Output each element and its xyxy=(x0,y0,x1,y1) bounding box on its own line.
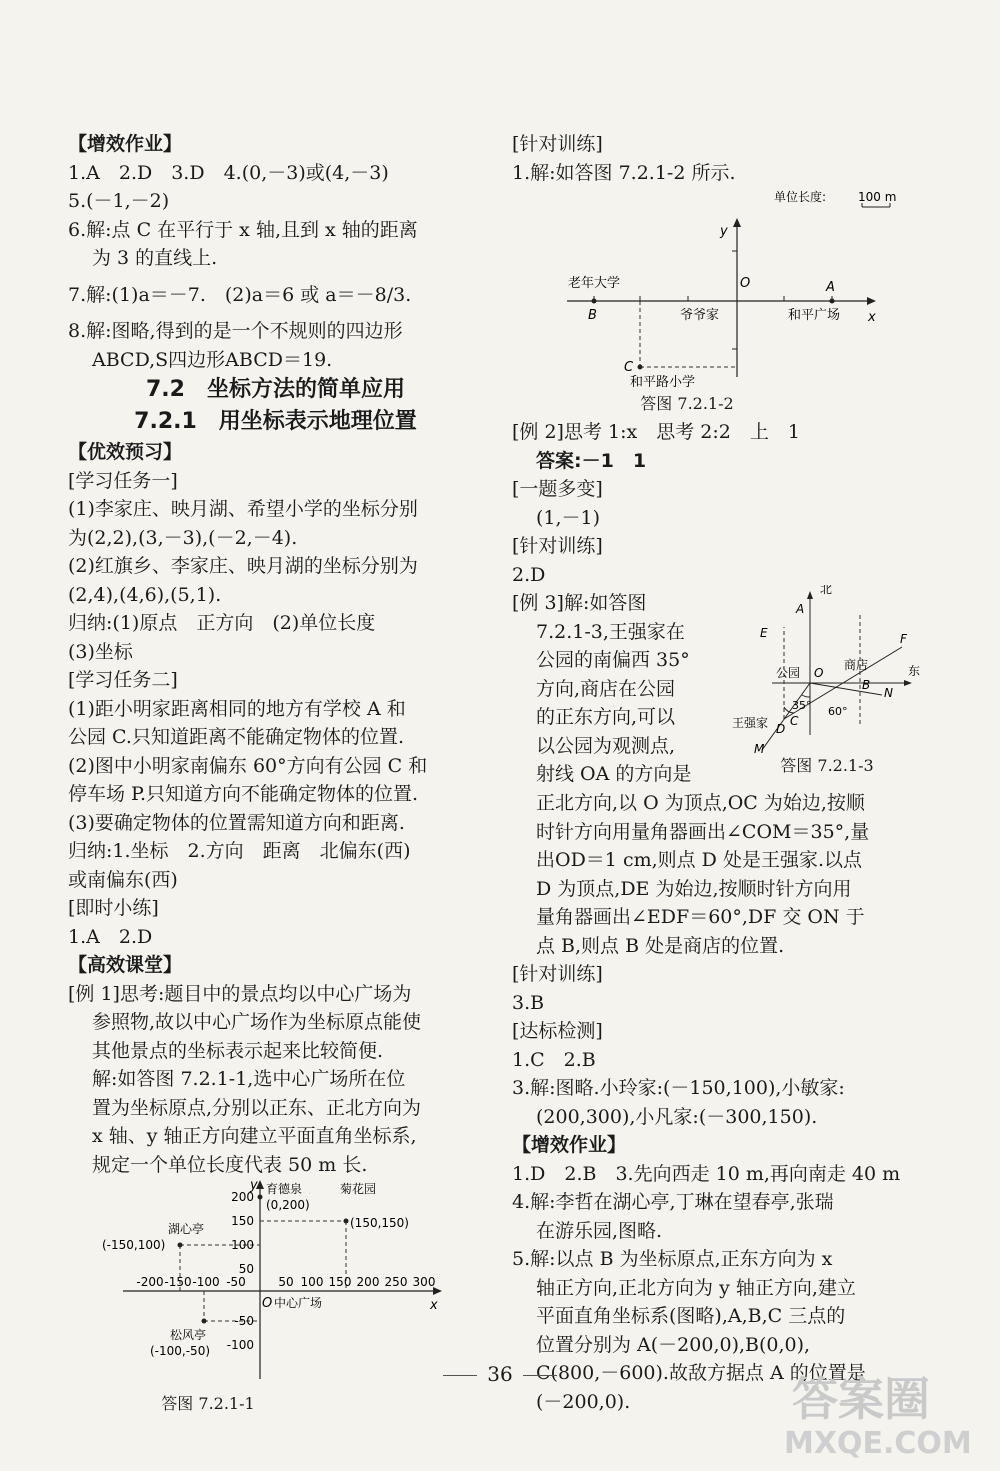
y-tick: 150 xyxy=(231,1214,254,1228)
text-line: 3.B xyxy=(512,991,545,1014)
label-north: 北 xyxy=(820,585,833,596)
text-line: 参照物,故以中心广场作为坐标原点能使 xyxy=(92,1011,422,1033)
text-line: 1.D 2.B 3.先向西走 10 m,再向南走 40 m xyxy=(512,1162,901,1185)
text-line: 停车场 P.只知道方向不能确定物体的位置. xyxy=(68,783,419,805)
text-line: 以公园为观测点, xyxy=(536,734,676,757)
text-line: 平面直角坐标系(图略),A,B,C 三点的 xyxy=(536,1305,846,1327)
text-line: 在游乐园,图略. xyxy=(536,1219,663,1242)
text-line: [达标检测] xyxy=(512,1020,603,1042)
text-line: 1.C 2.B xyxy=(512,1048,596,1071)
text-line: 方向,商店在公园 xyxy=(536,677,676,700)
text-line: [学习任务二] xyxy=(68,669,178,691)
label-yeye-jia: 爷爷家 xyxy=(680,308,720,323)
text-line: 1.A 2.D xyxy=(68,925,153,948)
answer-line: 为 3 的直线上. xyxy=(92,247,218,269)
angle-35: 35° xyxy=(792,699,812,712)
label-N: N xyxy=(884,686,893,700)
text-line: 归纳:1.坐标 2.方向 距离 北偏东(西) xyxy=(68,840,411,862)
text-line: (1,－1) xyxy=(536,506,601,529)
unit-value: 100 m xyxy=(858,190,897,204)
x-tick: 200 xyxy=(356,1275,380,1289)
text-line: 公园的南偏西 35° xyxy=(536,649,690,671)
x-tick: 50 xyxy=(278,1275,294,1289)
example-3-text xyxy=(512,589,727,789)
text-line: [针对训练] xyxy=(512,133,603,155)
text-line: 其他景点的坐标表示起来比较简便. xyxy=(92,1039,384,1062)
dash-left xyxy=(443,1375,477,1376)
text-line: 4.解:李哲在湖心亭,丁琳在望春亭,张瑞 xyxy=(512,1191,834,1213)
text-line: [针对训练] xyxy=(512,535,603,557)
watermark-logo xyxy=(772,1353,972,1463)
label-hepinglu-xiaoxue: 和平路小学 xyxy=(630,375,696,387)
label-D: D xyxy=(776,722,786,736)
x-tick: 100 xyxy=(300,1275,324,1289)
label-O: O xyxy=(740,276,751,291)
label-B: B xyxy=(862,678,871,692)
text-line: 置为坐标原点,分别以正东、正北方向为 xyxy=(92,1096,422,1119)
y-tick: -50 xyxy=(234,1314,254,1328)
place-coord: (150,150) xyxy=(350,1216,409,1230)
y-tick: 200 xyxy=(231,1190,254,1204)
angle-60: 60° xyxy=(828,705,848,718)
heading-zengxiao-2: 【增效作业】 xyxy=(512,1134,627,1156)
figure-caption: 答图 7.2.1-1 xyxy=(161,1393,255,1413)
text-line: [例 1]思考:题目中的景点均以中心广场为 xyxy=(68,982,412,1005)
y-tick: -100 xyxy=(226,1338,254,1352)
place-coord: (-150,100) xyxy=(102,1238,166,1252)
text-line: 的正东方向,可以 xyxy=(536,706,676,728)
text-line: 1.解:如答图 7.2.1-2 所示. xyxy=(512,161,736,184)
label-C: C xyxy=(790,714,799,728)
label-heping-guangchang: 和平广场 xyxy=(788,308,841,323)
origin-label: O xyxy=(262,1296,273,1311)
place-coord: (-100,-50) xyxy=(150,1344,211,1358)
y-tick: 50 xyxy=(238,1262,254,1276)
place-name: 湖心亭 xyxy=(168,1222,205,1236)
text-line: (3)要确定物体的位置需知道方向和距离. xyxy=(68,811,405,834)
x-axis-label: x xyxy=(868,310,876,325)
x-tick: -50 xyxy=(226,1275,246,1289)
subsection-title: 7.2.1 用坐标表示地理位置 xyxy=(134,409,417,434)
text-line: x 轴、y 轴正方向建立平面直角坐标系, xyxy=(92,1125,417,1147)
text-line: (2)图中小明家南偏东 60°方向有公园 C 和 xyxy=(68,754,428,777)
text-line: 轴正方向,正北方向为 y 轴正方向,建立 xyxy=(536,1276,856,1299)
section-title: 7.2 坐标方法的简单应用 xyxy=(146,377,405,402)
x-tick: -100 xyxy=(192,1275,220,1289)
text-line: 正北方向,以 O 为顶点,OC 为始边,按顺 xyxy=(536,792,865,814)
text-line: [学习任务一] xyxy=(68,469,178,492)
place-name: 菊花园 xyxy=(340,1182,377,1196)
text-line: [针对训练] xyxy=(512,963,603,985)
answer-line: 1.A 2.D 3.D 4.(0,－3)或(4,－3) xyxy=(68,161,389,184)
text-line: (2)红旗乡、李家庄、映月湖的坐标分别为 xyxy=(68,555,418,577)
answer-line: 5.(－1,－2) xyxy=(68,190,170,212)
x-tick: -150 xyxy=(164,1275,192,1289)
x-tick: 300 xyxy=(412,1275,436,1289)
figure-7-2-1-2 xyxy=(512,187,922,418)
answer-line: 6.解:点 C 在平行于 x 轴,且到 x 轴的距离 xyxy=(68,218,418,241)
place-name: 松风亭 xyxy=(170,1328,207,1342)
coordinate-plane-figure-1 xyxy=(68,1179,448,1389)
label-A: A xyxy=(796,602,805,616)
label-park: 公园 xyxy=(776,666,801,680)
right-column xyxy=(512,130,922,1416)
label-C: C xyxy=(624,360,634,375)
text-line: D 为顶点,DE 为始边,按顺时针方向用 xyxy=(536,877,852,900)
text-line: (2,4),(4,6),(5,1). xyxy=(68,583,222,606)
text-line: 公园 C.只知道距离不能确定物体的位置. xyxy=(68,726,404,748)
figure-7-2-1-3 xyxy=(732,585,922,780)
answer-line: 8.解:图略,得到的是一个不规则的四边形 xyxy=(68,320,403,342)
y-tick: 100 xyxy=(231,1238,254,1252)
heading-zengxiao-1: 【增效作业】 xyxy=(68,133,183,155)
text-line: (1)李家庄、映月湖、希望小学的坐标分别 xyxy=(68,498,418,520)
y-axis-label: y xyxy=(720,224,728,239)
label-east: 东 xyxy=(908,664,921,678)
text-line: [例 2]思考 1:x 思考 2:2 上 1 xyxy=(512,421,800,443)
text-line: 归纳:(1)原点 正方向 (2)单位长度 xyxy=(68,612,376,634)
label-wangqiang-home: 王强家 xyxy=(732,716,769,730)
place-coord: (0,200) xyxy=(266,1198,310,1212)
y-axis-label: y xyxy=(250,1179,258,1193)
label-O: O xyxy=(814,666,824,680)
text-line: [一题多变] xyxy=(512,478,603,500)
watermark-logo-text: 答案圈 xyxy=(792,1372,930,1426)
heading-youxiao: 【优效预习】 xyxy=(68,441,183,463)
label-A: A xyxy=(826,280,835,295)
watermark-url: MXQE.COM xyxy=(784,1426,972,1461)
figure-caption: 答图 7.2.1-3 xyxy=(780,755,874,775)
x-axis-label: x xyxy=(430,1298,438,1313)
label-E: E xyxy=(760,626,768,640)
coordinate-plane-figure-2 xyxy=(512,187,912,387)
example-3-block xyxy=(512,585,922,789)
text-line: 2.D xyxy=(512,563,546,586)
place-name: 育德泉 xyxy=(266,1182,303,1196)
label-laonian-daxue: 老年大学 xyxy=(568,276,621,291)
x-tick: 250 xyxy=(384,1275,408,1289)
text-line: 7.2.1-3,王强家在 xyxy=(536,620,685,643)
text-line: [即时小练] xyxy=(68,897,159,919)
label-F: F xyxy=(900,632,907,646)
text-line: 或南偏东(西) xyxy=(68,868,178,891)
text-line: C(800,－600).故敌方据点 A 的位置是 xyxy=(536,1362,866,1384)
answer-line: ABCD,S四边形ABCD＝19. xyxy=(92,348,333,371)
label-B: B xyxy=(588,308,597,323)
text-line: (200,300),小凡家:(－300,150). xyxy=(536,1105,818,1128)
x-tick: 150 xyxy=(328,1275,352,1289)
text-line: 3.解:图略.小玲家:(－150,100),小敏家: xyxy=(512,1077,845,1099)
text-line: [例 3]解:如答图 xyxy=(512,592,647,614)
left-column xyxy=(68,130,483,1418)
dash-right xyxy=(523,1375,557,1376)
answer-line: 答案:－1 1 xyxy=(536,449,647,472)
label-shop: 商店 xyxy=(844,658,869,672)
text-line: 位置分别为 A(－200,0),B(0,0), xyxy=(536,1333,811,1356)
x-tick: -200 xyxy=(136,1275,164,1289)
answer-line: 7.解:(1)a＝－7. (2)a＝6 或 a＝－8/3. xyxy=(68,283,412,306)
text-line: 解:如答图 7.2.1-1,选中心广场所在位 xyxy=(92,1068,406,1090)
text-line: 出OD＝1 cm,则点 D 处是王强家.以点 xyxy=(536,849,862,871)
figure-caption: 答图 7.2.1-2 xyxy=(640,393,734,413)
text-line: (－200,0). xyxy=(536,1390,631,1413)
text-line: 射线 OA 的方向是 xyxy=(536,763,692,785)
text-line: 为(2,2),(3,－3),(－2,－4). xyxy=(68,526,298,549)
unit-label: 单位长度: xyxy=(774,190,827,204)
text-line: (3)坐标 xyxy=(68,640,133,663)
text-line: 规定一个单位长度代表 50 m 长. xyxy=(92,1153,368,1176)
label-M: M xyxy=(754,742,765,755)
page-number-text: 36 xyxy=(487,1362,513,1386)
heading-gaoxiao: 【高效课堂】 xyxy=(68,954,183,976)
direction-figure xyxy=(732,585,922,755)
text-line: 点 B,则点 B 处是商店的位置. xyxy=(536,934,785,957)
text-line: 5.解:以点 B 为坐标原点,正东方向为 x xyxy=(512,1248,833,1270)
place-name: 中心广场 xyxy=(274,1296,323,1310)
text-line: 时针方向用量角器画出∠COM＝35°,量 xyxy=(536,820,870,843)
text-line: (1)距小明家距离相同的地方有学校 A 和 xyxy=(68,697,406,720)
watermark-icon xyxy=(772,1353,972,1463)
text-line: 量角器画出∠EDF＝60°,DF 交 ON 于 xyxy=(536,906,865,928)
